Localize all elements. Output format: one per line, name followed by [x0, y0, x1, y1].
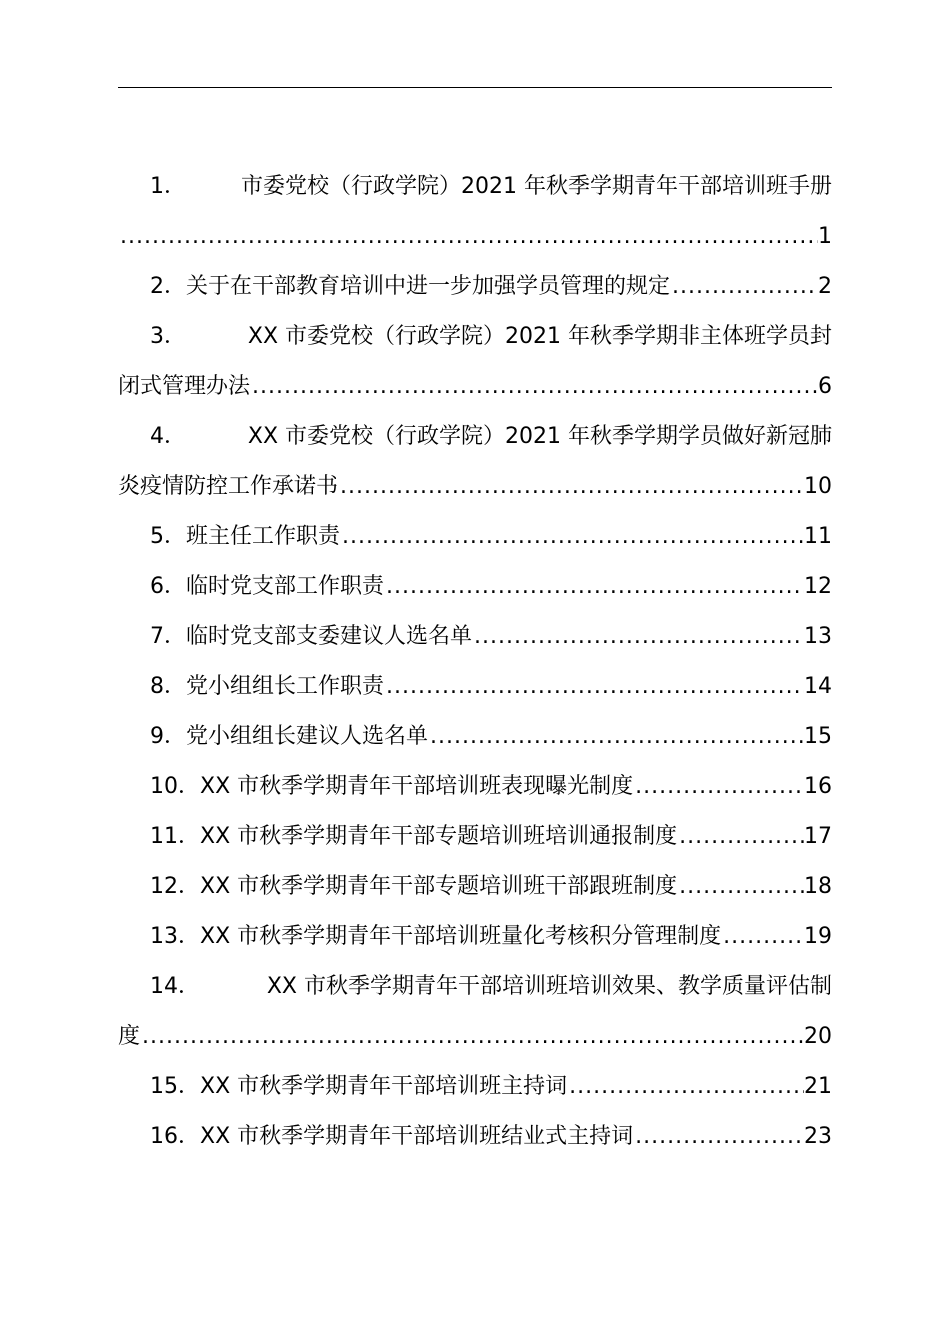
toc-entry-title-continued: 闭式管理办法 — [118, 374, 251, 399]
toc-page-number: 14 — [804, 674, 832, 699]
toc-entry[interactable] — [118, 862, 832, 912]
toc-entry[interactable] — [118, 712, 832, 762]
toc-leader-dots — [340, 512, 804, 562]
toc-page-number: 19 — [804, 924, 832, 949]
toc-entry-title: 临时党支部支委建议人选名单 — [186, 624, 473, 649]
toc-leader-dots — [677, 862, 804, 912]
toc-entry[interactable] — [118, 662, 832, 712]
toc-entry-number: 14． — [150, 974, 200, 999]
toc-entry[interactable] — [118, 762, 832, 812]
toc-entry-title: 党小组组长工作职责 — [186, 674, 385, 699]
toc-page-number: 15 — [804, 724, 832, 749]
toc-entry-number: 11． — [150, 824, 200, 849]
toc-entry-number: 6． — [150, 574, 186, 599]
toc-entry[interactable] — [118, 312, 832, 412]
toc-leader-dots — [633, 1112, 804, 1162]
toc-entry-number: 5． — [150, 524, 186, 549]
toc-entry[interactable] — [118, 262, 832, 312]
header-rule — [118, 87, 832, 88]
toc-entry-number: 12． — [150, 874, 200, 899]
toc-entry-title: XX 市秋季学期青年干部培训班主持词 — [200, 1074, 568, 1099]
toc-entry-number: 1． — [150, 174, 186, 199]
toc-entry-number: 4． — [150, 424, 186, 449]
toc-entry-number: 9． — [150, 724, 186, 749]
toc-page-number: 12 — [804, 574, 832, 599]
toc-entry-number: 2． — [150, 274, 186, 299]
toc-entry[interactable] — [118, 812, 832, 862]
toc-entry-title-continued: 炎疫情防控工作承诺书 — [118, 474, 339, 499]
toc-page-number: 10 — [804, 474, 832, 499]
toc-entry[interactable] — [118, 562, 832, 612]
toc-leader-dots — [721, 912, 804, 962]
toc-leader-dots — [670, 262, 818, 312]
toc-entry[interactable] — [118, 612, 832, 662]
toc-entry-title: 市委党校（行政学院）2021 年秋季学期青年干部培训班手册 — [241, 174, 832, 199]
toc-leader-dots — [428, 712, 804, 762]
toc-leader-dots — [118, 212, 818, 262]
toc-entry-title: XX 市秋季学期青年干部培训班量化考核积分管理制度 — [200, 924, 722, 949]
toc-page-number: 2 — [818, 274, 832, 299]
toc-entry[interactable] — [118, 1062, 832, 1112]
toc-entry-title-continued: 度 — [118, 1024, 141, 1049]
toc-entry-title: XX 市委党校（行政学院）2021 年秋季学期学员做好新冠肺 — [247, 424, 832, 449]
toc-leader-dots — [384, 662, 804, 712]
table-of-contents — [118, 162, 832, 1162]
toc-leader-dots — [633, 762, 804, 812]
toc-page-number: 13 — [804, 624, 832, 649]
toc-page-number: 16 — [804, 774, 832, 799]
toc-entry-number: 3． — [150, 324, 186, 349]
toc-entry[interactable] — [118, 512, 832, 562]
toc-entry[interactable] — [118, 962, 832, 1062]
toc-page-number: 6 — [818, 374, 832, 399]
toc-entry[interactable] — [118, 1112, 832, 1162]
toc-page-number: 21 — [804, 1074, 832, 1099]
toc-entry-number: 10． — [150, 774, 200, 799]
toc-leader-dots — [677, 812, 804, 862]
toc-entry-number: 8． — [150, 674, 186, 699]
toc-entry-title: XX 市委党校（行政学院）2021 年秋季学期非主体班学员封 — [247, 324, 832, 349]
toc-entry[interactable] — [118, 912, 832, 962]
toc-entry-title: XX 市秋季学期青年干部培训班培训效果、教学质量评估制 — [266, 974, 832, 999]
toc-entry-title: 党小组组长建议人选名单 — [186, 724, 429, 749]
toc-entry-title: 临时党支部工作职责 — [186, 574, 385, 599]
toc-entry[interactable] — [118, 162, 832, 262]
toc-entry-number: 13． — [150, 924, 200, 949]
toc-leader-dots — [140, 1012, 804, 1062]
toc-page-number: 20 — [804, 1024, 832, 1049]
toc-leader-dots — [250, 362, 818, 412]
toc-page-number: 18 — [804, 874, 832, 899]
toc-entry-title: 班主任工作职责 — [186, 524, 341, 549]
toc-leader-dots — [472, 612, 804, 662]
toc-entry-number: 16． — [150, 1124, 200, 1149]
toc-entry-number: 7． — [150, 624, 186, 649]
toc-leader-dots — [338, 462, 804, 512]
toc-page-number: 17 — [804, 824, 832, 849]
toc-leader-dots — [567, 1062, 804, 1112]
toc-entry-number: 15． — [150, 1074, 200, 1099]
toc-entry-title: XX 市秋季学期青年干部培训班表现曝光制度 — [200, 774, 634, 799]
toc-page-number: 11 — [804, 524, 832, 549]
toc-page-number: 1 — [818, 224, 832, 249]
toc-leader-dots — [384, 562, 804, 612]
toc-entry-title: XX 市秋季学期青年干部培训班结业式主持词 — [200, 1124, 634, 1149]
toc-entry-title: XX 市秋季学期青年干部专题培训班干部跟班制度 — [200, 874, 678, 899]
toc-entry-title: 关于在干部教育培训中进一步加强学员管理的规定 — [186, 274, 671, 299]
toc-entry-title: XX 市秋季学期青年干部专题培训班培训通报制度 — [200, 824, 678, 849]
toc-page-number: 23 — [804, 1124, 832, 1149]
toc-entry[interactable] — [118, 412, 832, 512]
